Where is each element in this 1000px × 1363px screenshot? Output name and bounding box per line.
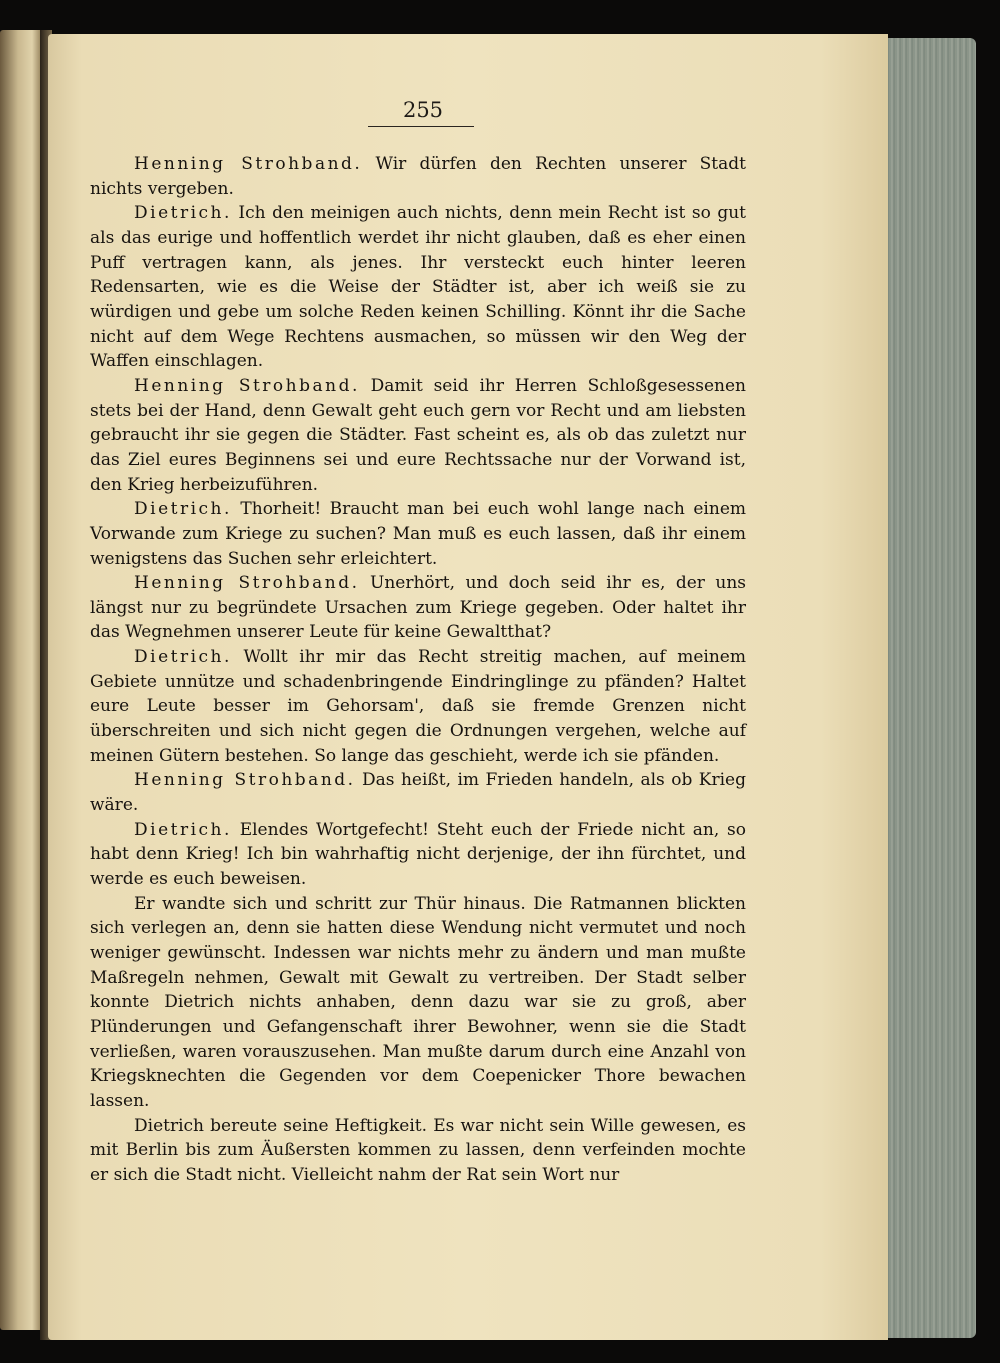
- paragraph-text: Wir dürfen den Rechten unserer Stadt nichts vergeben.: [90, 154, 746, 199]
- paragraph-text: Das heißt, im Frieden handeln, als ob Krieg wäre.: [90, 770, 747, 816]
- paragraph: [90, 571, 746, 645]
- header-rule: [368, 126, 474, 127]
- paragraph: [90, 818, 746, 892]
- speaker-name: Henning Strohband.: [134, 154, 363, 174]
- paragraph: [90, 768, 746, 817]
- speaker-name: Henning Strohband.: [134, 573, 360, 594]
- paragraph: [90, 374, 746, 497]
- speaker-name: Henning Strohband.: [134, 375, 360, 396]
- page-number: 255: [402, 98, 444, 122]
- speaker-name: Dietrich.: [134, 647, 232, 668]
- paragraph-text: Er wandte sich und schritt zur Thür hinaus. Die Ratmannen blickten sich verlegen an, denn sie hatten diese Wendung nicht vermutet und noch weniger gewünscht. Indessen war nichts mehr zu ändern und man mußte Maßregeln nehmen, Gewalt mit Gewalt zu vertreiben. Der Stadt selber konnte Dietrich nichts anhaben, denn dazu war sie zu groß, aber Plünderungen und Gefangenschaft ihrer Bewohner, wenn sie die Stadt verließen, waren vorauszusehen. Man mußte darum durch eine Anzahl von Kriegsknechten die Gegenden vor dem Coepenicker Thore bewachen lassen.: [90, 893, 746, 1111]
- paragraph-text: Unerhört, und doch seid ihr es, der uns längst nur zu begründete Ursachen zum Kriege gegeben. Oder haltet ihr das Wegnehmen unserer Leute für keine Gewaltthat?: [90, 573, 746, 643]
- paragraph-text: Ich den meinigen auch nichts, denn mein Recht ist so gut als das eurige und hoffentlich werdet ihr nicht glauben, daß es eher einen Puff vertragen kann, als jenes. Ihr versteckt euch hinter leeren Redensarten, wie es die Weise der Städter ist, aber ich weiß sie zu würdigen und gebe um solche Reden keinen Schilling. Könnt ihr die Sache nicht auf dem Wege Rechtens ausmachen, so müssen wir den Weg der Waffen einschlagen.: [90, 203, 746, 372]
- paragraph-text: Elendes Wortgefecht! Steht euch der Friede nicht an, so habt denn Krieg! Ich bin wahrhaftig nicht derjenige, der ihn fürchtet, und werde es euch beweisen.: [90, 819, 746, 890]
- speaker-name: Henning Strohband.: [134, 770, 356, 791]
- paragraph: [90, 645, 746, 768]
- paragraph-text: Damit seid ihr Herren Schloßgesessenen stets bei der Hand, denn Gewalt geht euch gern vor Recht und am liebsten gebraucht ihr sie gegen die Städter. Fast scheint es, als ob das zuletzt nur das Ziel eures Beginnens sei und eure Rechtssache nur der Vorwand ist, den Krieg herbeizuführen.: [90, 375, 746, 495]
- previous-page-edge: [0, 30, 40, 1330]
- paragraph-text: Dietrich bereute seine Heftigkeit. Es war nicht sein Wille gewesen, es mit Berlin bis zum Äußersten kommen zu lassen, denn verfeinden mochte er sich die Stadt nicht. Vielleicht nahm der Rat sein Wort nur: [90, 1115, 746, 1185]
- paragraph: [90, 497, 746, 571]
- paragraph-text: Thorheit! Braucht man bei euch wohl lange nach einem Vorwande zum Kriege zu suchen? Man muß es euch lassen, daß ihr einem wenigstens das Suchen sehr erleichtert.: [90, 499, 746, 569]
- speaker-name: Dietrich.: [134, 203, 232, 224]
- paragraph-text: Wollt ihr mir das Recht streitig machen, auf meinem Gebiete unnütze und schadenbringende Eindringlinge zu pfänden? Haltet eure Leute besser im Gehorsam', daß sie fremde Grenzen nicht überschreiten und sich nicht gegen die Ordnungen vergehen, welche auf meinen Gütern bestehen. So lange das geschieht, werde ich sie pfänden.: [90, 647, 746, 766]
- paragraph: [90, 201, 746, 374]
- speaker-name: Dietrich.: [134, 819, 232, 840]
- paragraph: [90, 1114, 746, 1188]
- speaker-name: Dietrich.: [134, 499, 232, 520]
- paragraph: [90, 152, 746, 201]
- paragraph: [90, 892, 746, 1114]
- page-text: [90, 152, 746, 1188]
